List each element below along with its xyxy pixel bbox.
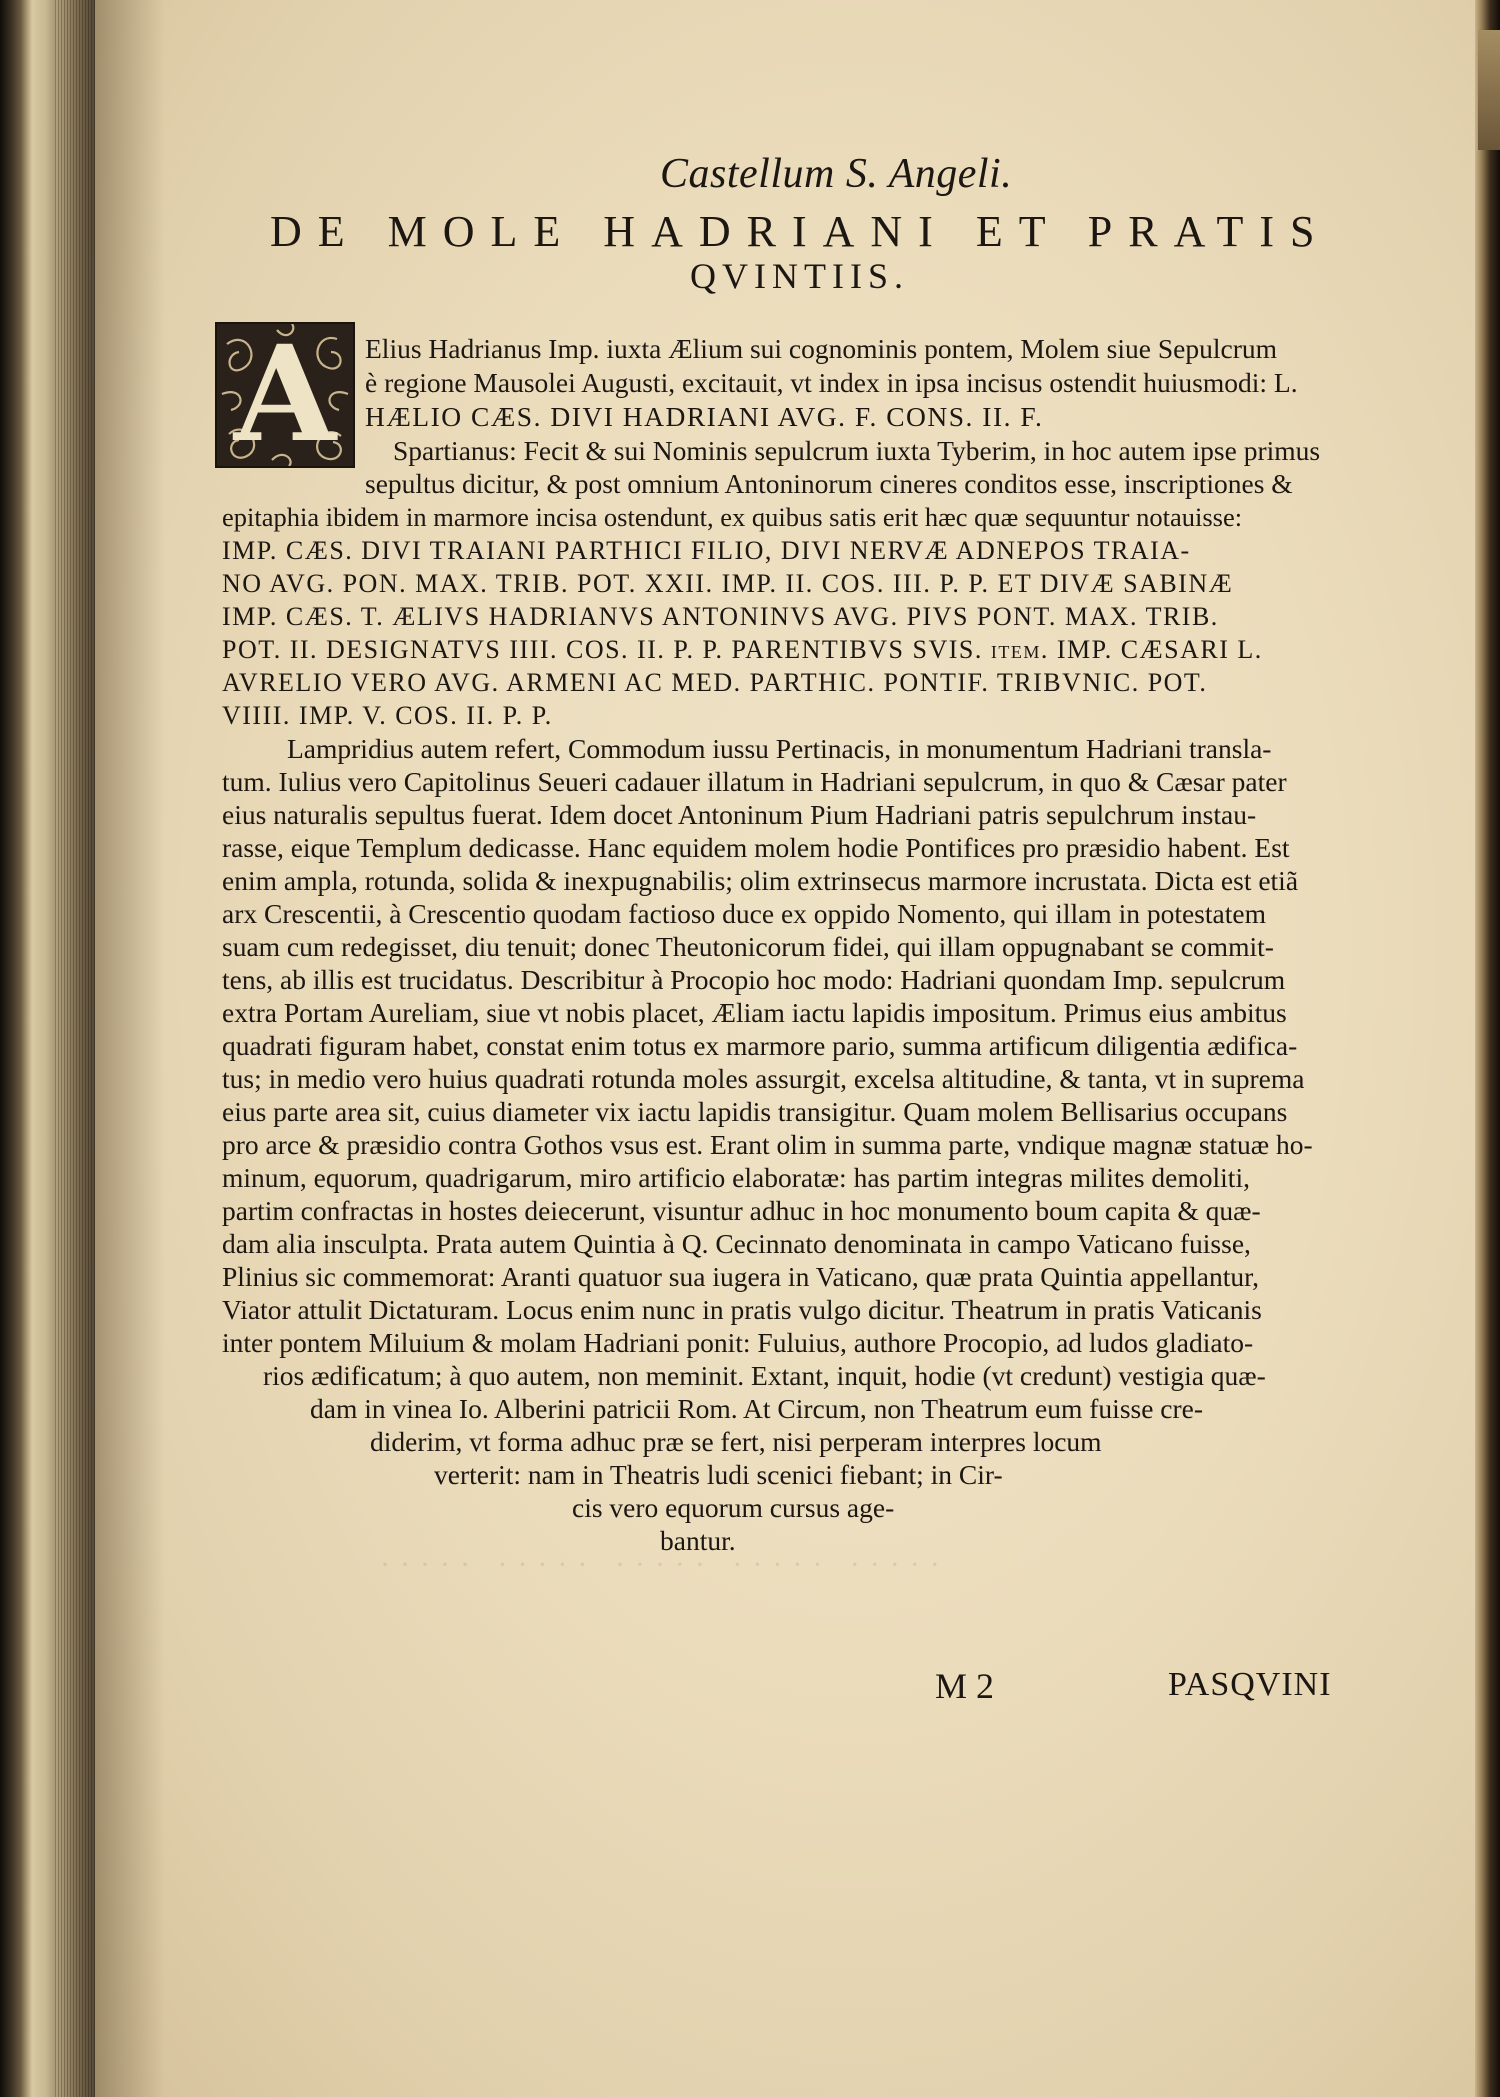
text-line: minum, equorum, quadrigarum, miro artificio elaboratæ: has partim integras milites demoliti, bbox=[222, 1162, 1250, 1193]
text-line: eius naturalis sepultus fuerat. Idem docet Antoninum Pium Hadriani patris sepulchrum instau- bbox=[222, 799, 1257, 830]
text-line: inter pontem Miluium & molam Hadriani ponit: Fuluius, authore Procopio, ad ludos gladiato- bbox=[222, 1327, 1254, 1358]
text-line: IMP. CÆS. T. ÆLIVS HADRIANVS ANTONINVS AVG. PIVS PONT. MAX. TRIB. bbox=[222, 602, 1219, 631]
text-line: HÆLIO CÆS. DIVI HADRIANI AVG. F. CONS. II. F. bbox=[365, 401, 1044, 432]
text-line: partim confractas in hostes deiecerunt, visuntur adhuc in hoc monumento boum capita & quæ- bbox=[222, 1195, 1261, 1226]
book-edge-right bbox=[1475, 0, 1500, 2097]
text-line: VIIII. IMP. V. COS. II. P. P. bbox=[222, 701, 553, 730]
book-edge-right-top bbox=[1478, 30, 1500, 150]
gutter-shadow bbox=[95, 0, 165, 2097]
text-line: cis vero equorum cursus age- bbox=[572, 1492, 895, 1523]
text-line: tens, ab illis est trucidatus. Describitur à Procopio hoc modo: Hadriani quondam Imp. sepulcrum bbox=[222, 964, 1286, 995]
text-line: verterit: nam in Theatris ludi scenici fiebant; in Cir- bbox=[434, 1459, 1003, 1490]
text-line: pro arce & præsidio contra Gothos vsus est. Erant olim in summa parte, vndique magnæ statuæ ho- bbox=[222, 1129, 1313, 1160]
text-line: diderim, vt forma adhuc præ se fert, nisi perperam interpres locum bbox=[370, 1426, 1102, 1457]
text-line: Spartianus: Fecit & sui Nominis sepulcrum iuxta Tyberim, in hoc autem ipse primus bbox=[393, 435, 1321, 466]
text-line: eius parte area sit, cuius diameter vix iactu lapidis transigitur. Quam molem Bellisarius occupans bbox=[222, 1096, 1288, 1127]
show-through-text: ····· ····· ····· ····· ····· bbox=[380, 1548, 950, 1581]
decorated-initial bbox=[215, 322, 355, 468]
text-line: bantur. bbox=[660, 1525, 736, 1556]
text-line: dam alia insculpta. Prata autem Quintia à Q. Cecinnato denominata in campo Vaticano fuisse, bbox=[222, 1228, 1251, 1259]
catchword: PASQVINI bbox=[1168, 1666, 1332, 1703]
running-head: Castellum S. Angeli. bbox=[660, 151, 1013, 197]
text-line: NO AVG. PON. MAX. TRIB. POT. XXII. IMP. II. COS. III. P. P. ET DIVÆ SABINÆ bbox=[222, 569, 1234, 598]
chapter-title-line1: DE MOLE HADRIANI ET PRATIS bbox=[270, 207, 1331, 256]
text-line: rasse, eique Templum dedicasse. Hanc equidem molem hodie Pontifices pro præsidio habent. Est bbox=[222, 832, 1290, 863]
text-line: Plinius sic commemorat: Aranti quatuor sua iugera in Vaticano, quæ prata Quintia appellantur, bbox=[222, 1261, 1260, 1292]
text-line: extra Portam Aureliam, siue vt nobis placet, Æliam iactu lapidis impositum. Primus eius ambitus bbox=[222, 997, 1287, 1028]
text-line: tus; in medio vero huius quadrati rotunda moles assurgit, excelsa altitudine, & tanta, vt in suprema bbox=[222, 1063, 1305, 1094]
text-line: POT. II. DESIGNATVS IIII. COS. II. P. P. PARENTIBVS SVIS. item. IMP. CÆSARI L. bbox=[222, 635, 1263, 664]
text-line: dam in vinea Io. Alberini patricii Rom. At Circum, non Theatrum eum fuisse cre- bbox=[310, 1393, 1204, 1424]
page-stack-lines bbox=[55, 0, 95, 2097]
signature-mark: M 2 bbox=[935, 1666, 995, 1706]
text-line: Viator attulit Dictaturam. Locus enim nunc in pratis vulgo dicitur. Theatrum in pratis Vaticanis bbox=[222, 1294, 1262, 1325]
text-line: quadrati figuram habet, constat enim totus ex marmore pario, summa artificum diligentia ædifica- bbox=[222, 1030, 1298, 1061]
text-line: enim ampla, rotunda, solida & inexpugnabilis; olim extrinsecus marmore incrustata. Dicta est etiã bbox=[222, 865, 1299, 896]
text-line: epitaphia ibidem in marmore incisa ostendunt, ex quibus satis erit hæc quæ sequuntur notauisse: bbox=[222, 502, 1243, 532]
text-line: rios ædificatum; à quo autem, non meminit. Extant, inquit, hodie (vt credunt) vestigia quæ- bbox=[263, 1360, 1266, 1391]
text-line: Elius Hadrianus Imp. iuxta Ælium sui cognominis pontem, Molem siue Sepulcrum bbox=[365, 333, 1277, 364]
text-line: arx Crescentii, à Crescentio quodam factioso duce ex oppido Nomento, qui illam in potestatem bbox=[222, 898, 1266, 929]
initial-letter: A bbox=[233, 322, 337, 468]
text-line: suam cum redegisset, diu tenuit; donec Theutonicorum fidei, qui illam oppugnabant se commit- bbox=[222, 931, 1274, 962]
text-line: IMP. CÆS. DIVI TRAIANI PARTHICI FILIO, DIVI NERVÆ ADNEPOS TRAIA- bbox=[222, 536, 1191, 565]
text-line: Lampridius autem refert, Commodum iussu Pertinacis, in monumentum Hadriani transla- bbox=[287, 733, 1272, 764]
chapter-title-line2: QVINTIIS. bbox=[690, 256, 909, 296]
text-line: è regione Mausolei Augusti, excitauit, vt index in ipsa incisus ostendit huiusmodi: L. bbox=[365, 367, 1298, 398]
text-line: sepultus dicitur, & post omnium Antoninorum cineres conditos esse, inscriptiones & bbox=[365, 468, 1293, 499]
text-line: AVRELIO VERO AVG. ARMENI AC MED. PARTHIC. PONTIF. TRIBVNIC. POT. bbox=[222, 668, 1208, 697]
text-line: tum. Iulius vero Capitolinus Seueri cadauer illatum in Hadriani sepulcrum, in quo & Cæsar pater bbox=[222, 766, 1287, 797]
